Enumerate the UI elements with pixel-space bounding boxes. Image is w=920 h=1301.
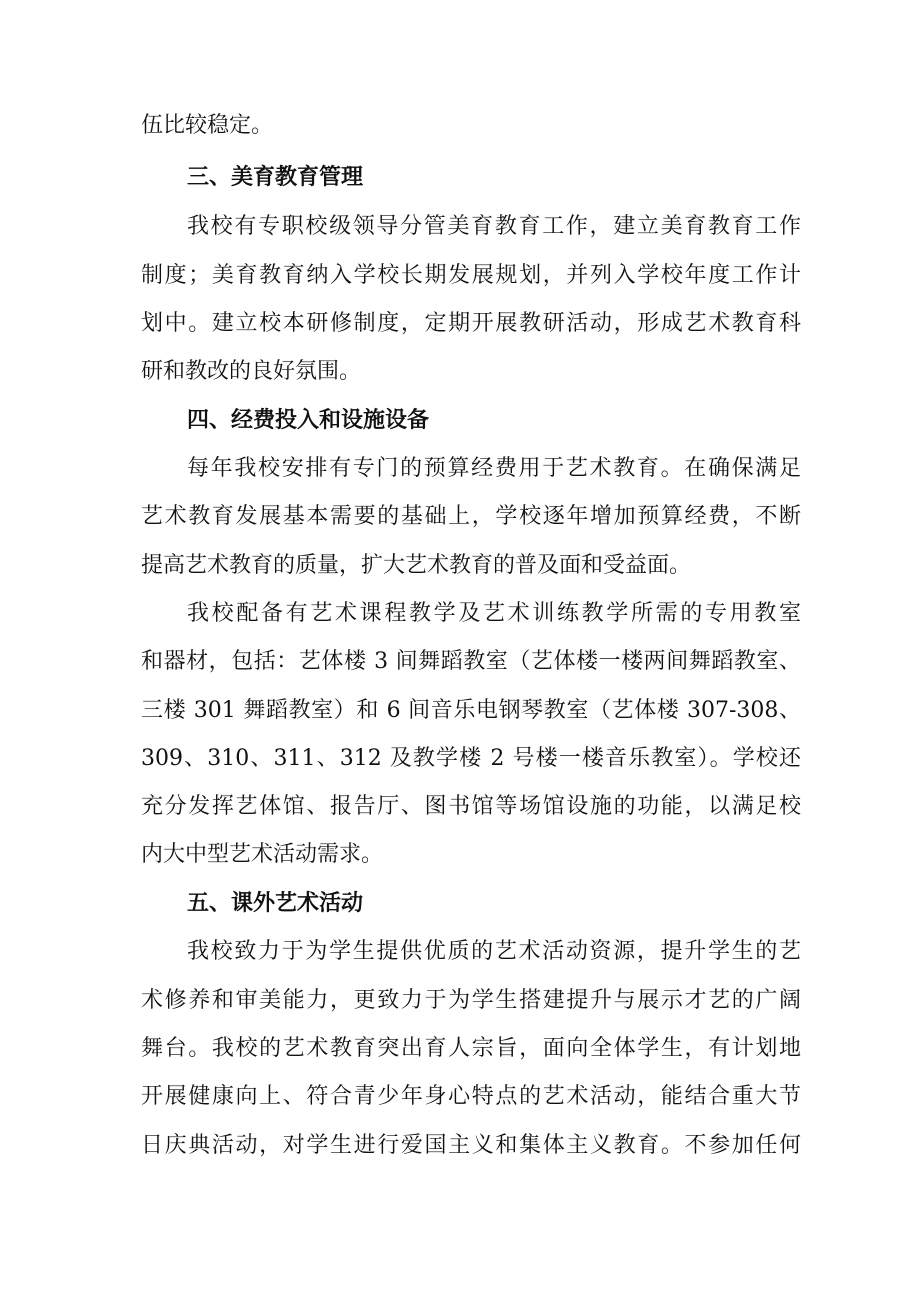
paragraph-line: 日庆典活动，对学生进行爱国主义和集体主义教育。不参加任何 (141, 1133, 801, 1158)
paragraph-line: 309、310、311、312 及教学楼 2 号楼一楼音乐教室）。学校还 (141, 746, 801, 771)
paragraph-line: 制度；美育教育纳入学校长期发展规划，并列入学校年度工作计 (141, 263, 801, 288)
paragraph-line: 充分发挥艺体馆、报告厅、图书馆等场馆设施的功能，以满足校 (141, 794, 801, 819)
paragraph-line: 开展健康向上、符合青少年身心特点的艺术活动，能结合重大节 (141, 1084, 801, 1109)
paragraph-line: 和器材，包括：艺体楼 3 间舞蹈教室（艺体楼一楼两间舞蹈教室、 (141, 649, 801, 674)
paragraph-line: 每年我校安排有专门的预算经费用于艺术教育。在确保满足 (187, 456, 801, 481)
section-heading-5: 五、课外艺术活动 (187, 891, 364, 916)
paragraph-line: 伍比较稳定。 (141, 113, 274, 138)
section-heading-3: 三、美育教育管理 (187, 165, 364, 190)
paragraph-line: 研和教改的良好氛围。 (141, 359, 362, 384)
section-heading-4: 四、经费投入和设施设备 (187, 408, 430, 433)
paragraph-line: 我校有专职校级领导分管美育教育工作，建立美育教育工作 (187, 214, 801, 239)
paragraph-line: 内大中型艺术活动需求。 (141, 842, 384, 867)
paragraph-line: 术修养和审美能力，更致力于为学生搭建提升与展示才艺的广阔 (141, 988, 801, 1013)
paragraph-line: 提高艺术教育的质量，扩大艺术教育的普及面和受益面。 (141, 553, 692, 578)
paragraph-line: 我校配备有艺术课程教学及艺术训练教学所需的专用教室 (187, 601, 801, 626)
paragraph-line: 艺术教育发展基本需要的基础上，学校逐年增加预算经费，不断 (141, 504, 801, 529)
paragraph-line: 三楼 301 舞蹈教室）和 6 间音乐电钢琴教室（艺体楼 307-308、 (141, 698, 801, 723)
paragraph-line: 舞台。我校的艺术教育突出育人宗旨，面向全体学生，有计划地 (141, 1036, 801, 1061)
paragraph-line: 我校致力于为学生提供优质的艺术活动资源，提升学生的艺 (187, 939, 801, 964)
paragraph-line: 划中。建立校本研修制度，定期开展教研活动，形成艺术教育科 (141, 311, 801, 336)
